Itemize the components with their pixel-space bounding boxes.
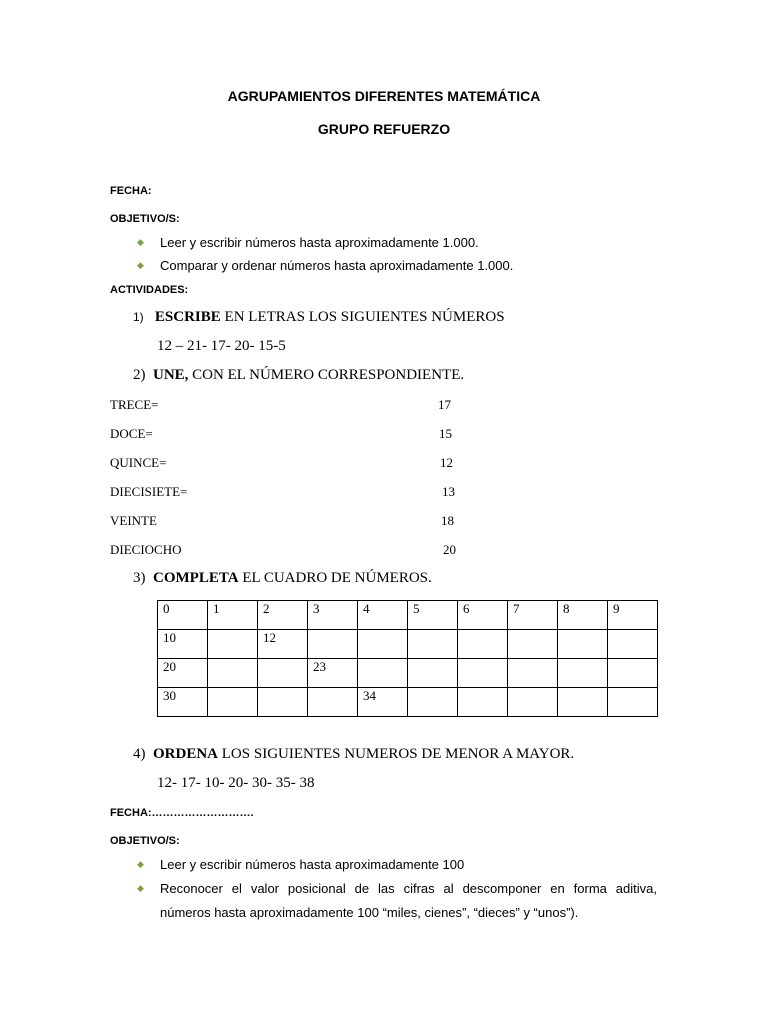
activity-3-text: EL CUADRO DE NÚMEROS. <box>238 570 432 586</box>
bullet-icon: ◆ <box>137 860 144 870</box>
match-word: QUINCE= <box>110 455 167 470</box>
objetivos-label-2: OBJETIVO/S: <box>110 835 180 847</box>
actividades-label: ACTIVIDADES: <box>110 284 189 296</box>
grid-cell: 23 <box>308 659 358 688</box>
grid-cell <box>458 688 508 717</box>
match-word: TRECE= <box>110 397 159 412</box>
objetivo-item: Leer y escribir números hasta aproximadamente 100 <box>160 857 465 872</box>
match-number: 18 <box>441 513 454 528</box>
grid-cell <box>458 630 508 659</box>
grid-cell <box>358 630 408 659</box>
match-number: 17 <box>438 397 451 412</box>
grid-cell <box>558 659 608 688</box>
match-number: 15 <box>439 426 452 441</box>
fecha-label-2: FECHA:………………………. <box>110 807 254 819</box>
grid-cell <box>458 659 508 688</box>
activity-4-number: 4) <box>133 746 146 762</box>
grid-cell <box>358 659 408 688</box>
grid-cell <box>408 688 458 717</box>
objetivo-item-continuation: números hasta aproximadamente 100 “miles, cienes”, “dieces” y “unos”). <box>160 905 579 920</box>
grid-cell: 34 <box>358 688 408 717</box>
table-row <box>158 688 658 717</box>
match-number: 12 <box>440 455 453 470</box>
grid-cell: 30 <box>158 688 208 717</box>
activity-1-keyword: ESCRIBE <box>154 309 221 325</box>
grid-cell <box>608 659 658 688</box>
objetivo-item: Reconocer el valor posicional de las cifras al descomponer en forma aditiva, <box>160 881 657 896</box>
grid-cell: 5 <box>408 601 458 630</box>
grid-cell: 1 <box>208 601 258 630</box>
grid-cell: 8 <box>558 601 608 630</box>
activity-3-keyword: COMPLETA <box>153 570 239 586</box>
bullet-icon: ◆ <box>137 884 144 894</box>
grid-cell <box>408 630 458 659</box>
bullet-icon: ◆ <box>137 238 144 248</box>
grid-cell <box>208 630 258 659</box>
grid-cell <box>508 659 558 688</box>
grid-cell <box>258 688 308 717</box>
activity-4-numbers: 12- 17- 10- 20- 30- 35- 38 <box>157 775 315 791</box>
match-number: 20 <box>443 542 456 557</box>
number-grid-table <box>157 600 658 717</box>
grid-cell: 7 <box>508 601 558 630</box>
grid-cell <box>308 688 358 717</box>
grid-cell <box>308 630 358 659</box>
bullet-icon: ◆ <box>137 261 144 271</box>
grid-cell: 0 <box>158 601 208 630</box>
objetivo-item: Leer y escribir números hasta aproximadamente 1.000. <box>160 235 479 250</box>
activity-1-number: 1) <box>133 310 144 324</box>
activity-4 <box>133 746 574 763</box>
grid-cell: 9 <box>608 601 658 630</box>
activity-2-number: 2) <box>133 367 146 383</box>
match-word: DOCE= <box>110 426 153 441</box>
grid-cell: 20 <box>158 659 208 688</box>
grid-cell <box>608 688 658 717</box>
grid-cell <box>508 688 558 717</box>
grid-cell: 2 <box>258 601 308 630</box>
activity-2-text: CON EL NÚMERO CORRESPONDIENTE. <box>188 367 465 383</box>
table-row <box>158 601 658 630</box>
match-word: VEINTE <box>110 513 157 528</box>
activity-4-text: LOS SIGUIENTES NUMEROS DE MENOR A MAYOR. <box>218 746 575 762</box>
match-word: DIECIOCHO <box>110 542 182 557</box>
table-row <box>158 630 658 659</box>
grid-cell <box>208 659 258 688</box>
grid-cell <box>258 659 308 688</box>
grid-cell: 4 <box>358 601 408 630</box>
document-title: AGRUPAMIENTOS DIFERENTES MATEMÁTICA <box>227 88 541 104</box>
grid-cell: 6 <box>458 601 508 630</box>
table-row <box>158 659 658 688</box>
grid-cell <box>558 630 608 659</box>
grid-cell <box>558 688 608 717</box>
grid-cell: 12 <box>258 630 308 659</box>
match-word: DIECISIETE= <box>110 484 188 499</box>
objetivo-item: Comparar y ordenar números hasta aproximadamente 1.000. <box>160 258 514 273</box>
activity-4-keyword: ORDENA <box>153 746 219 762</box>
activity-1-text: EN LETRAS LOS SIGUIENTES NÚMEROS <box>220 309 505 325</box>
activity-1-numbers: 12 – 21- 17- 20- 15-5 <box>157 338 286 354</box>
activity-1 <box>133 309 505 326</box>
fecha-label: FECHA: <box>110 185 152 197</box>
objetivos-label: OBJETIVO/S: <box>110 213 180 225</box>
activity-2-keyword: UNE, <box>153 367 189 383</box>
document-subtitle: GRUPO REFUERZO <box>317 121 451 137</box>
grid-cell: 10 <box>158 630 208 659</box>
grid-cell <box>608 630 658 659</box>
match-number: 13 <box>442 484 455 499</box>
grid-cell <box>508 630 558 659</box>
grid-cell <box>408 659 458 688</box>
activity-3 <box>133 570 432 587</box>
grid-cell <box>208 688 258 717</box>
activity-3-number: 3) <box>133 570 146 586</box>
grid-cell: 3 <box>308 601 358 630</box>
activity-2 <box>133 367 464 384</box>
